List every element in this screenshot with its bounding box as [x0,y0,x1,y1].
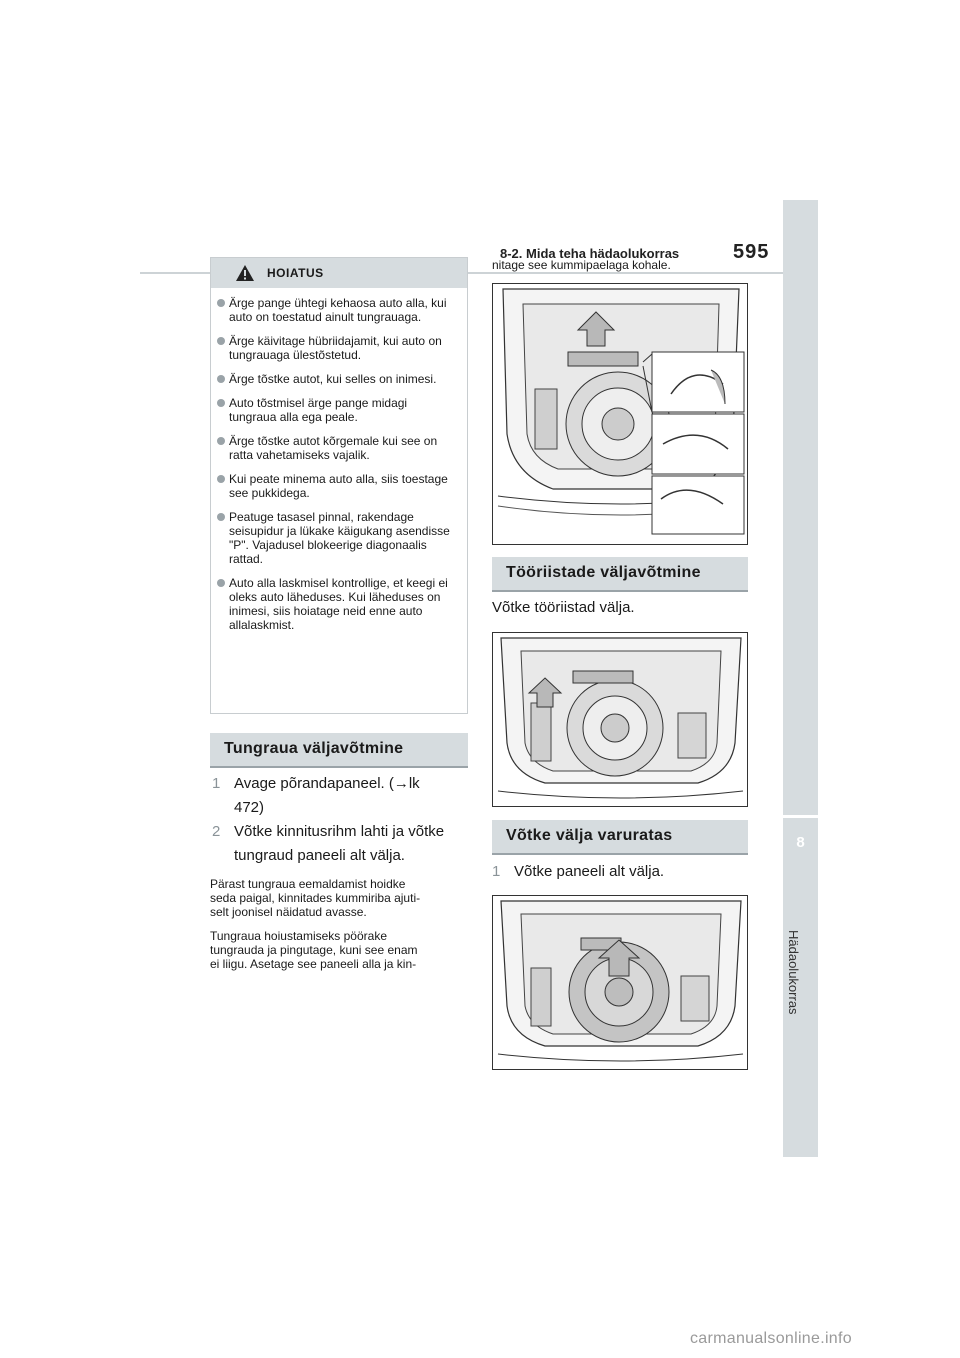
watermark: carmanualsonline.info [690,1330,852,1347]
warning-item: Ärge tõstke autot, kui selles on inimesi. [217,372,457,386]
paragraph-jack-storage-2: Tungraua hoiustamiseks pöörake tungrauda ja pingutage, kuni see enam ei liigu. Asetage see paneeli alla ja kin- [210,929,418,971]
chapter-label: Hädaolukorras [786,930,801,1015]
bullet-icon [217,579,225,587]
bullet-icon [217,437,225,445]
step-2: 2 Võtke kinnitusrihm lahti ja võtke tungraud paneeli alt välja. [212,823,445,864]
warning-item: Ärge käivitage hübriidajamit, kui auto on tungrauaga ülestõstetud. [217,334,457,362]
warning-item: Kui peate minema auto alla, siis toestage see pukkidega. [217,472,457,500]
warning-item: Auto tõstmisel ärge pange midagi tungraua alla ega peale. [217,396,457,424]
bullet-icon [217,399,225,407]
bullet-icon [217,299,225,307]
warning-list [211,288,467,632]
warning-item: Ärge pange ühtegi kehaosa auto alla, kui auto on toestatud ainult tungrauaga. [217,296,457,324]
paragraph-jack-storage-1: Pärast tungraua eemaldamist hoidke seda paigal, kinnitades kummiriba ajuti- selt joonisel näidatud avasse. [210,877,421,919]
side-tab-divider [783,815,818,818]
page-number: 595 [733,241,770,263]
illustration-jack-removal [492,283,748,545]
section-heading-tools: Tööriistade väljavõtmine [492,557,748,592]
spare-tire-step-1: 1 Võtke paneeli alt välja. [492,863,665,880]
bullet-icon [217,513,225,521]
bullet-icon [217,475,225,483]
warning-header [211,258,467,288]
bullet-icon [217,337,225,345]
illustration-spare-tire-removal [492,895,748,1070]
warning-item: Ärge tõstke autot kõrgemale kui see on ratta vahetamiseks vajalik. [217,434,457,462]
section-header-title: 8-2. Mida teha hädaolukorras [500,246,680,261]
section-heading-spare-tire: Võtke välja varuratas [492,820,748,855]
chapter-number: 8 [796,834,805,851]
illustration-tools-removal [492,632,748,807]
step-1: 1 Avage põrandapaneel. (→lk 472) [212,775,420,816]
continuation-text: nitage see kummipaelaga kohale. [492,258,671,272]
bullet-icon [217,375,225,383]
warning-item: Peatuge tasasel pinnal, rakendage seisupidur ja lükake käigukang asendisse "P". Vajadusel blokeerige diagonaalis rattad. [217,510,457,566]
warning-item: Auto alla laskmisel kontrollige, et keegi ei oleks auto läheduses. Kui läheduses on inimesi, siis hoiatage neid enne auto allalaskmist. [217,576,457,632]
section-heading-jack: Tungraua väljavõtmine [210,733,468,768]
tools-instruction: Võtke tööriistad välja. [492,599,635,616]
warning-box [210,257,468,714]
warning-triangle-icon [235,264,255,282]
warning-title: HOIATUS [267,266,324,280]
